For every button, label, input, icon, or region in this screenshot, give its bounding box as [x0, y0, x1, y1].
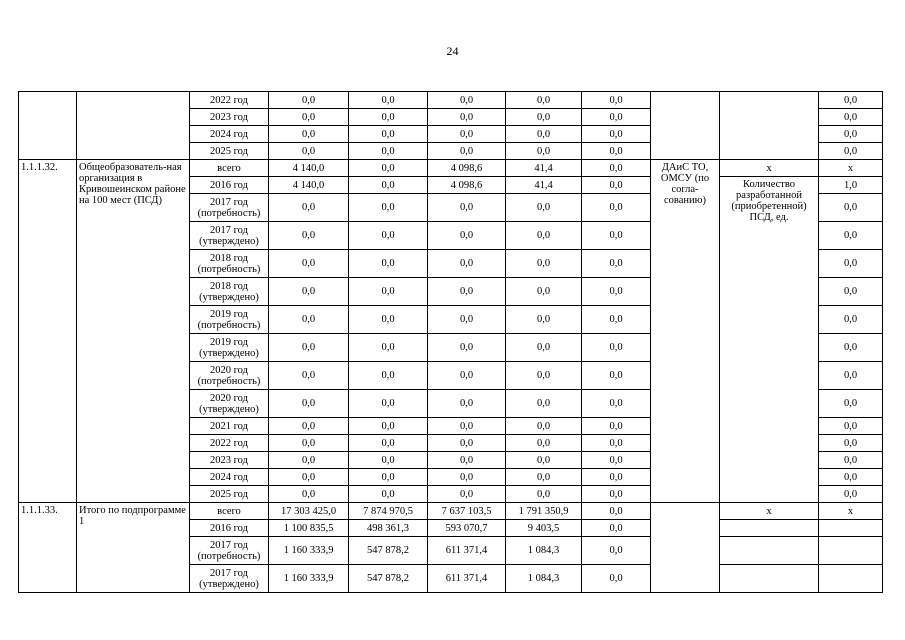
amount-cell: 0,0 [582, 278, 651, 306]
amount-cell: 0,0 [582, 250, 651, 278]
amount-cell: 0,0 [428, 92, 506, 109]
amount-cell: 0,0 [428, 334, 506, 362]
amount-cell: 0,0 [428, 143, 506, 160]
amount-cell: 1 100 835,5 [269, 520, 349, 537]
amount-cell: 0,0 [582, 565, 651, 593]
indicator-value-cell: 0,0 [819, 469, 883, 486]
amount-cell: 1 791 350,9 [506, 503, 582, 520]
amount-cell: 4 098,6 [428, 177, 506, 194]
item-code: 1.1.1.32. [19, 160, 77, 503]
year-cell: 2017 год (потребность) [190, 537, 269, 565]
year-cell: всего [190, 160, 269, 177]
amount-cell: 0,0 [269, 418, 349, 435]
year-cell: 2020 год (потребность) [190, 362, 269, 390]
table-row [19, 92, 883, 109]
table-row [19, 160, 883, 177]
indicator-value-cell: 0,0 [819, 362, 883, 390]
indicator-value-cell: x [819, 503, 883, 520]
amount-cell: 4 098,6 [428, 160, 506, 177]
item-name: Итого по подпрограмме 1 [77, 503, 190, 593]
table-row [19, 503, 883, 520]
amount-cell: 0,0 [428, 109, 506, 126]
amount-cell: 0,0 [506, 126, 582, 143]
year-cell: 2025 год [190, 486, 269, 503]
amount-cell: 0,0 [506, 194, 582, 222]
amount-cell: 0,0 [349, 92, 428, 109]
amount-cell: 0,0 [269, 92, 349, 109]
amount-cell: 0,0 [506, 362, 582, 390]
year-cell: 2017 год (утверждено) [190, 565, 269, 593]
amount-cell: 547 878,2 [349, 565, 428, 593]
amount-cell: 0,0 [349, 109, 428, 126]
year-cell: 2019 год (утверждено) [190, 334, 269, 362]
amount-cell: 0,0 [269, 306, 349, 334]
amount-cell: 0,0 [582, 126, 651, 143]
amount-cell: 0,0 [506, 143, 582, 160]
year-cell: 2019 год (потребность) [190, 306, 269, 334]
amount-cell: 0,0 [506, 334, 582, 362]
amount-cell: 0,0 [428, 194, 506, 222]
year-cell: 2024 год [190, 126, 269, 143]
amount-cell: 0,0 [349, 278, 428, 306]
amount-cell: 0,0 [269, 109, 349, 126]
amount-cell: 0,0 [506, 306, 582, 334]
amount-cell: 0,0 [428, 469, 506, 486]
amount-cell: 0,0 [428, 362, 506, 390]
amount-cell: 0,0 [506, 418, 582, 435]
amount-cell: 0,0 [428, 486, 506, 503]
amount-cell: 0,0 [506, 435, 582, 452]
amount-cell: 0,0 [269, 278, 349, 306]
amount-cell: 0,0 [428, 452, 506, 469]
indicator-value-cell: 0,0 [819, 306, 883, 334]
amount-cell: 0,0 [269, 362, 349, 390]
indicator-value-cell: x [819, 160, 883, 177]
amount-cell: 0,0 [349, 143, 428, 160]
amount-cell: 0,0 [582, 109, 651, 126]
amount-cell: 0,0 [349, 334, 428, 362]
amount-cell: 0,0 [582, 160, 651, 177]
amount-cell: 0,0 [269, 390, 349, 418]
indicator-value-cell: 1,0 [819, 177, 883, 194]
indicator-value-cell [819, 520, 883, 537]
amount-cell: 0,0 [349, 486, 428, 503]
year-cell: 2018 год (потребность) [190, 250, 269, 278]
year-cell: всего [190, 503, 269, 520]
amount-cell: 547 878,2 [349, 537, 428, 565]
item-code [19, 92, 77, 160]
indicator-name-cell: Количество разработанной (приобретенной) ПСД, ед. [720, 177, 819, 503]
year-cell: 2016 год [190, 520, 269, 537]
amount-cell: 0,0 [582, 503, 651, 520]
amount-cell: 0,0 [349, 126, 428, 143]
indicator-value-cell: 0,0 [819, 92, 883, 109]
amount-cell: 0,0 [349, 306, 428, 334]
amount-cell: 0,0 [349, 222, 428, 250]
amount-cell: 0,0 [349, 469, 428, 486]
indicator-value-cell: 0,0 [819, 126, 883, 143]
indicator-name-cell [720, 92, 819, 160]
amount-cell: 0,0 [582, 435, 651, 452]
amount-cell: 9 403,5 [506, 520, 582, 537]
amount-cell: 0,0 [428, 278, 506, 306]
amount-cell: 0,0 [582, 452, 651, 469]
amount-cell: 0,0 [582, 469, 651, 486]
amount-cell: 0,0 [349, 250, 428, 278]
amount-cell: 0,0 [582, 362, 651, 390]
indicator-value-cell: 0,0 [819, 435, 883, 452]
amount-cell: 0,0 [582, 537, 651, 565]
indicator-name-cell: x [720, 160, 819, 177]
indicator-name-cell [720, 565, 819, 593]
amount-cell: 0,0 [269, 334, 349, 362]
amount-cell: 0,0 [428, 418, 506, 435]
amount-cell: 17 303 425,0 [269, 503, 349, 520]
amount-cell: 0,0 [582, 520, 651, 537]
amount-cell: 0,0 [269, 469, 349, 486]
year-cell: 2022 год [190, 435, 269, 452]
item-name: Общеобразователь-ная организация в Кривошеинском районе на 100 мест (ПСД) [77, 160, 190, 503]
amount-cell: 0,0 [582, 390, 651, 418]
amount-cell: 0,0 [269, 126, 349, 143]
amount-cell: 0,0 [269, 250, 349, 278]
year-cell: 2017 год (утверждено) [190, 222, 269, 250]
amount-cell: 0,0 [349, 177, 428, 194]
amount-cell: 0,0 [506, 278, 582, 306]
amount-cell: 1 084,3 [506, 537, 582, 565]
year-cell: 2024 год [190, 469, 269, 486]
amount-cell: 0,0 [428, 126, 506, 143]
amount-cell: 0,0 [349, 194, 428, 222]
amount-cell: 0,0 [428, 390, 506, 418]
indicator-name-cell: x [720, 503, 819, 520]
amount-cell: 0,0 [582, 306, 651, 334]
amount-cell: 0,0 [349, 418, 428, 435]
amount-cell: 0,0 [506, 486, 582, 503]
amount-cell: 0,0 [582, 334, 651, 362]
indicator-value-cell: 0,0 [819, 222, 883, 250]
amount-cell: 0,0 [428, 222, 506, 250]
amount-cell: 41,4 [506, 160, 582, 177]
amount-cell: 498 361,3 [349, 520, 428, 537]
amount-cell: 0,0 [269, 194, 349, 222]
amount-cell: 0,0 [349, 452, 428, 469]
amount-cell: 0,0 [269, 486, 349, 503]
budget-table-body [19, 92, 883, 593]
year-cell: 2025 год [190, 143, 269, 160]
amount-cell: 0,0 [582, 177, 651, 194]
indicator-value-cell: 0,0 [819, 278, 883, 306]
amount-cell: 1 084,3 [506, 565, 582, 593]
year-cell: 2020 год (утверждено) [190, 390, 269, 418]
amount-cell: 0,0 [506, 109, 582, 126]
indicator-value-cell: 0,0 [819, 194, 883, 222]
indicator-value-cell: 0,0 [819, 143, 883, 160]
amount-cell: 593 070,7 [428, 520, 506, 537]
amount-cell: 0,0 [349, 435, 428, 452]
indicator-value-cell [819, 537, 883, 565]
amount-cell: 0,0 [506, 469, 582, 486]
amount-cell: 0,0 [349, 160, 428, 177]
indicator-value-cell: 0,0 [819, 334, 883, 362]
amount-cell: 0,0 [582, 486, 651, 503]
amount-cell: 0,0 [506, 250, 582, 278]
amount-cell: 611 371,4 [428, 565, 506, 593]
page-number: 24 [446, 44, 459, 58]
year-cell: 2023 год [190, 109, 269, 126]
indicator-value-cell [819, 565, 883, 593]
amount-cell: 0,0 [506, 452, 582, 469]
amount-cell: 0,0 [269, 435, 349, 452]
amount-cell: 7 874 970,5 [349, 503, 428, 520]
amount-cell: 0,0 [269, 143, 349, 160]
responsible-cell: ДАиС ТО, ОМСУ (по согла-сованию) [651, 160, 720, 503]
amount-cell: 0,0 [582, 92, 651, 109]
responsible-cell [651, 503, 720, 593]
amount-cell: 0,0 [582, 418, 651, 435]
amount-cell: 0,0 [582, 143, 651, 160]
amount-cell: 0,0 [349, 390, 428, 418]
amount-cell: 4 140,0 [269, 160, 349, 177]
amount-cell: 0,0 [506, 92, 582, 109]
indicator-value-cell: 0,0 [819, 390, 883, 418]
amount-cell: 0,0 [506, 222, 582, 250]
year-cell: 2018 год (утверждено) [190, 278, 269, 306]
amount-cell: 0,0 [428, 250, 506, 278]
indicator-name-cell [720, 520, 819, 537]
amount-cell: 0,0 [506, 390, 582, 418]
year-cell: 2017 год (потребность) [190, 194, 269, 222]
indicator-name-cell [720, 537, 819, 565]
budget-table [18, 91, 883, 593]
year-cell: 2016 год [190, 177, 269, 194]
indicator-value-cell: 0,0 [819, 452, 883, 469]
amount-cell: 611 371,4 [428, 537, 506, 565]
indicator-value-cell: 0,0 [819, 418, 883, 435]
year-cell: 2021 год [190, 418, 269, 435]
amount-cell: 0,0 [349, 362, 428, 390]
item-code: 1.1.1.33. [19, 503, 77, 593]
amount-cell: 0,0 [582, 222, 651, 250]
amount-cell: 4 140,0 [269, 177, 349, 194]
amount-cell: 7 637 103,5 [428, 503, 506, 520]
indicator-value-cell: 0,0 [819, 250, 883, 278]
indicator-value-cell: 0,0 [819, 109, 883, 126]
responsible-cell [651, 92, 720, 160]
amount-cell: 1 160 333,9 [269, 537, 349, 565]
amount-cell: 0,0 [269, 452, 349, 469]
indicator-value-cell: 0,0 [819, 486, 883, 503]
year-cell: 2023 год [190, 452, 269, 469]
year-cell: 2022 год [190, 92, 269, 109]
amount-cell: 0,0 [428, 435, 506, 452]
amount-cell: 0,0 [428, 306, 506, 334]
amount-cell: 41,4 [506, 177, 582, 194]
item-name [77, 92, 190, 160]
amount-cell: 0,0 [269, 222, 349, 250]
amount-cell: 0,0 [582, 194, 651, 222]
amount-cell: 1 160 333,9 [269, 565, 349, 593]
